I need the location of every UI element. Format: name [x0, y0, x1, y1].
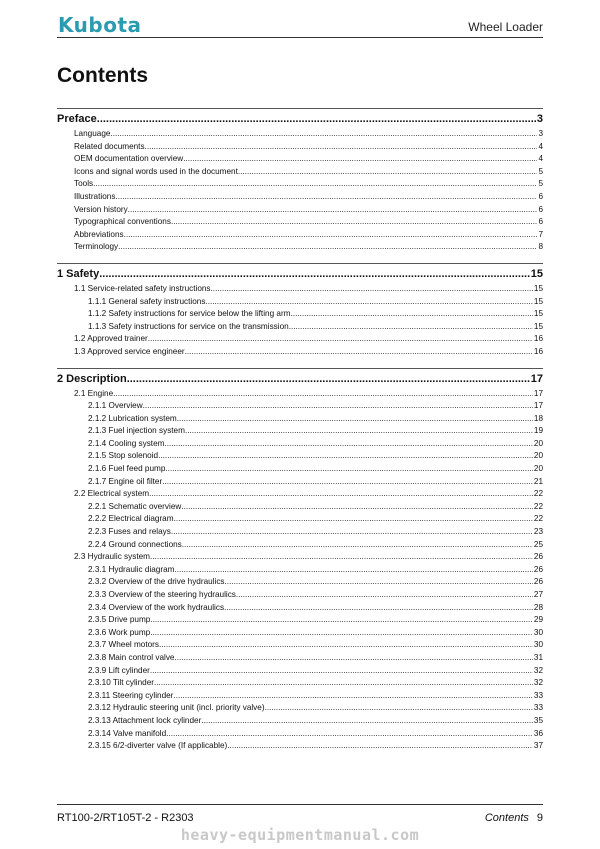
dot-leader — [224, 602, 533, 615]
toc-entry-title: 2.2.4 Ground connections — [88, 539, 182, 549]
dot-leader — [177, 413, 533, 426]
toc-entry[interactable] — [57, 564, 543, 577]
watermark: heavy-equipmentmanual.com — [180, 826, 420, 844]
toc-entry[interactable] — [57, 539, 543, 552]
dot-leader — [145, 141, 538, 154]
toc-entry[interactable] — [57, 308, 543, 321]
toc-entry[interactable] — [57, 476, 543, 489]
dot-leader — [150, 627, 533, 640]
dot-leader — [118, 241, 537, 254]
toc-entry-title: OEM documentation overview — [74, 154, 184, 164]
footer-page-info — [485, 812, 543, 824]
toc-entry-page: 15 — [533, 283, 543, 293]
toc-entry-title: 2.3.9 Lift cylinder — [88, 665, 150, 675]
dot-leader — [265, 702, 533, 715]
toc-entry-page: 3 — [538, 129, 543, 138]
toc-entry[interactable] — [57, 576, 543, 589]
toc-entry-title: 1 Safety — [57, 267, 100, 280]
section-divider — [57, 108, 543, 109]
dot-leader — [181, 501, 533, 514]
toc-entry-page: 8 — [538, 242, 543, 252]
dot-leader — [238, 166, 538, 179]
toc-entry-page: 29 — [533, 615, 543, 625]
dot-leader — [183, 153, 537, 166]
toc-entry-page: 22 — [533, 501, 543, 511]
toc-entry-page: 17 — [533, 388, 543, 398]
toc-entry[interactable] — [57, 388, 543, 401]
dot-leader — [148, 333, 533, 346]
toc-entry[interactable] — [57, 438, 543, 451]
toc-entry-title: 2.3 Hydraulic system — [74, 552, 150, 562]
dot-leader — [128, 204, 538, 217]
toc-entry[interactable] — [57, 740, 543, 753]
toc-entry-title: 2.3.7 Wheel motors — [88, 640, 159, 650]
toc-entry-title: 2.1.1 Overview — [88, 401, 143, 411]
toc-entry-title: Icons and signal words used in the document — [74, 166, 238, 176]
dot-leader — [182, 539, 533, 552]
toc-entry-page: 15 — [530, 267, 543, 280]
toc-entry-page: 28 — [533, 602, 543, 612]
toc-entry-title: 1.1.3 Safety instructions for service on the transmission — [88, 321, 289, 331]
dot-leader — [113, 388, 533, 401]
toc-entry-title: 2.3.10 Tilt cylinder — [88, 678, 154, 688]
toc-entry[interactable] — [57, 191, 543, 204]
toc-entry[interactable] — [57, 665, 543, 678]
footer-page-number: 9 — [536, 812, 543, 824]
toc-entry-title: 2.3.12 Hydraulic steering unit (incl. priority valve) — [88, 703, 265, 713]
toc-entry-title: 2.3.15 6/2-diverter valve (If applicable) — [88, 741, 228, 751]
toc-entry[interactable] — [57, 551, 543, 564]
toc-entry-page: 5 — [538, 166, 543, 176]
toc-entry-title: Related documents — [74, 141, 145, 151]
dot-leader — [115, 191, 537, 204]
toc-entry-page: 37 — [533, 741, 543, 751]
dot-leader — [185, 346, 533, 359]
toc-entry[interactable] — [57, 229, 543, 242]
dot-leader — [149, 488, 533, 501]
toc-entry-page: 20 — [533, 438, 543, 448]
toc-entry-page: 33 — [533, 690, 543, 700]
toc-entry-title: 2.3.4 Overview of the work hydraulics — [88, 602, 225, 612]
toc-entry-page: 19 — [533, 426, 543, 436]
dot-leader — [143, 400, 533, 413]
toc-entry-title: 2.3.14 Valve manifold — [88, 728, 167, 738]
toc-entry-title: 1.1.1 General safety instructions — [88, 296, 206, 306]
dot-leader — [236, 589, 533, 602]
dot-leader — [211, 283, 533, 296]
toc-entry-page: 15 — [533, 309, 543, 319]
dot-leader — [162, 476, 533, 489]
dot-leader — [97, 110, 536, 128]
toc-section — [57, 263, 543, 359]
toc-entry-page: 4 — [538, 141, 543, 151]
dot-leader — [99, 265, 530, 283]
toc-entry-title: 2.2.2 Electrical diagram — [88, 514, 174, 524]
toc-entry-page: 22 — [533, 489, 543, 499]
toc-entry[interactable] — [57, 321, 543, 334]
header-divider — [57, 37, 543, 38]
toc-entry[interactable] — [57, 216, 543, 229]
toc-entry-page: 15 — [533, 296, 543, 306]
toc-entry-title: 2.1 Engine — [74, 388, 114, 398]
page-title: Contents — [57, 64, 148, 87]
toc-entry-page: 30 — [533, 640, 543, 650]
toc-entry-page: 17 — [530, 372, 543, 385]
toc-entry-title: 2.2 Electrical system — [74, 489, 150, 499]
toc-entry-title: 1.2 Approved trainer — [74, 334, 148, 344]
toc-entry[interactable] — [57, 178, 543, 191]
toc-entry[interactable] — [57, 639, 543, 652]
toc-entry-title: Language — [74, 129, 111, 138]
toc-entry-page: 32 — [533, 665, 543, 675]
toc-entry-page: 26 — [533, 564, 543, 574]
toc-entry-page: 27 — [533, 590, 543, 599]
toc-entry-page: 16 — [533, 346, 543, 356]
dot-leader — [165, 463, 533, 476]
toc-entry[interactable] — [57, 728, 543, 741]
toc-entry-title: 2.1.4 Cooling system — [88, 438, 165, 448]
toc-entry-page: 31 — [533, 652, 543, 662]
toc-entry-title: 2.1.7 Engine oil filter — [88, 476, 163, 486]
toc-entry-title: Preface — [57, 113, 97, 125]
toc-entry[interactable] — [57, 627, 543, 640]
toc-entry-title: 2.3.11 Steering cylinder — [88, 690, 174, 700]
toc-entry-page: 23 — [533, 527, 543, 537]
toc-entry[interactable] — [57, 513, 543, 526]
toc-entry-title: Illustrations — [74, 191, 116, 201]
toc-entry[interactable] — [57, 690, 543, 703]
toc-entry-page: 36 — [533, 728, 543, 738]
toc-entry[interactable] — [57, 702, 543, 715]
header-title: Wheel Loader — [468, 20, 543, 34]
dot-leader — [150, 665, 533, 678]
toc-entry[interactable] — [57, 488, 543, 501]
toc-entry[interactable] — [57, 283, 543, 296]
toc-entry-page: 3 — [536, 113, 543, 125]
dot-leader — [110, 128, 537, 141]
toc-entry-title: Typographical conventions — [74, 217, 171, 227]
toc-entry-title: 2.3.6 Work pump — [88, 627, 151, 637]
dot-leader — [164, 438, 532, 451]
toc-entry-page: 15 — [533, 321, 543, 331]
toc-entry-page: 35 — [533, 715, 543, 725]
dot-leader — [93, 178, 537, 191]
toc-entry-page: 20 — [533, 464, 543, 474]
toc-section — [57, 368, 543, 753]
toc-entry-page: 21 — [533, 476, 543, 486]
dot-leader — [227, 740, 533, 753]
toc-entry-page: 6 — [538, 204, 543, 214]
toc-entry-page: 6 — [538, 217, 543, 227]
toc-section — [57, 108, 543, 254]
toc-entry-title: 2.3.2 Overview of the drive hydraulics — [88, 577, 225, 587]
toc-entry[interactable] — [57, 141, 543, 154]
toc-entry-page: 22 — [533, 514, 543, 524]
toc-entry-title: Version history — [74, 204, 128, 214]
dot-leader — [173, 690, 532, 703]
toc-entry-page: 5 — [538, 179, 543, 189]
toc-entry-title: 2 Description — [57, 372, 127, 385]
toc-entry[interactable] — [57, 526, 543, 539]
toc-entry[interactable] — [57, 153, 543, 166]
toc-chapter-entry[interactable] — [57, 110, 543, 128]
toc-entry[interactable] — [57, 413, 543, 426]
toc-entry[interactable] — [57, 346, 543, 359]
toc-entry-page: 26 — [533, 552, 543, 562]
toc-entry[interactable] — [57, 602, 543, 615]
toc-chapter-entry[interactable] — [57, 265, 543, 283]
toc-entry[interactable] — [57, 128, 543, 141]
dot-leader — [154, 677, 533, 690]
footer-divider — [57, 804, 543, 805]
toc-entry-title: 2.3.13 Attachment lock cylinder — [88, 715, 202, 725]
dot-leader — [225, 576, 533, 589]
toc-entry-title: 1.3 Approved service engineer — [74, 346, 185, 356]
dot-leader — [171, 526, 533, 539]
dot-leader — [150, 614, 533, 627]
toc-entry[interactable] — [57, 241, 543, 254]
toc-chapter-entry[interactable] — [57, 370, 543, 388]
toc-entry-title: 1.1.2 Safety instructions for service below the lifting arm — [88, 309, 291, 319]
toc-entry-title: 2.1.5 Stop solenoid — [88, 451, 159, 461]
toc-entry[interactable] — [57, 166, 543, 179]
dot-leader — [185, 425, 533, 438]
toc-entry-page: 32 — [533, 678, 543, 688]
toc-entry-page: 30 — [533, 627, 543, 637]
toc-entry[interactable] — [57, 715, 543, 728]
footer-section: Contents — [484, 812, 529, 824]
toc-entry[interactable] — [57, 501, 543, 514]
toc-entry-title: 2.3.5 Drive pump — [88, 615, 151, 625]
toc-entry-title: Terminology — [74, 242, 119, 252]
dot-leader — [291, 308, 533, 321]
toc-entry-title: Tools — [74, 179, 94, 189]
dot-leader — [205, 296, 532, 309]
dot-leader — [158, 450, 533, 463]
toc-entry-title: Abbreviations — [74, 229, 124, 239]
dot-leader — [171, 216, 537, 229]
toc-entry-title: 2.3.1 Hydraulic diagram — [88, 564, 175, 574]
toc-entry[interactable] — [57, 425, 543, 438]
toc-entry[interactable] — [57, 652, 543, 665]
dot-leader — [150, 551, 533, 564]
toc-entry-page: 17 — [533, 401, 543, 411]
toc-entry-title: 2.3.8 Main control valve — [88, 652, 175, 662]
toc-entry-page: 33 — [533, 703, 543, 713]
toc-entry[interactable] — [57, 450, 543, 463]
toc-entry[interactable] — [57, 589, 543, 602]
toc-entry[interactable] — [57, 333, 543, 346]
toc-entry-page: 26 — [533, 577, 543, 587]
dot-leader — [174, 513, 533, 526]
toc-entry-page: 4 — [538, 154, 543, 164]
toc-entry-page: 16 — [533, 334, 543, 344]
toc-entry-page: 20 — [533, 451, 543, 461]
dot-leader — [159, 639, 533, 652]
table-of-contents — [57, 108, 543, 762]
footer-model: RT100-2/RT105T-2 - R2303 — [57, 812, 194, 824]
toc-entry[interactable] — [57, 463, 543, 476]
toc-entry[interactable] — [57, 614, 543, 627]
dot-leader — [124, 229, 538, 242]
toc-entry-title: 2.2.3 Fuses and relays — [88, 527, 171, 537]
section-divider — [57, 368, 543, 369]
toc-entry[interactable] — [57, 296, 543, 309]
dot-leader — [289, 321, 533, 334]
toc-entry-page: 25 — [533, 539, 543, 549]
toc-entry-page: 7 — [538, 229, 543, 239]
toc-entry-title: 2.1.6 Fuel feed pump — [88, 464, 166, 474]
dot-leader — [166, 728, 533, 741]
toc-entry[interactable] — [57, 677, 543, 690]
section-divider — [57, 263, 543, 264]
toc-entry-page: 6 — [538, 191, 543, 201]
dot-leader — [201, 715, 533, 728]
toc-entry-title: 2.2.1 Schematic overview — [88, 501, 182, 511]
toc-entry-page: 18 — [533, 413, 543, 423]
toc-entry-title: 2.1.2 Lubrication system — [88, 413, 177, 423]
dot-leader — [174, 564, 532, 577]
dot-leader — [174, 652, 532, 665]
toc-entry[interactable] — [57, 204, 543, 217]
dot-leader — [127, 370, 530, 388]
kubota-logo: Kubota — [58, 13, 142, 37]
toc-entry[interactable] — [57, 400, 543, 413]
toc-entry-title: 2.1.3 Fuel injection system — [88, 426, 185, 436]
toc-entry-title: 1.1 Service-related safety instructions — [74, 283, 211, 293]
toc-entry-title: 2.3.3 Overview of the steering hydraulics — [88, 590, 236, 599]
